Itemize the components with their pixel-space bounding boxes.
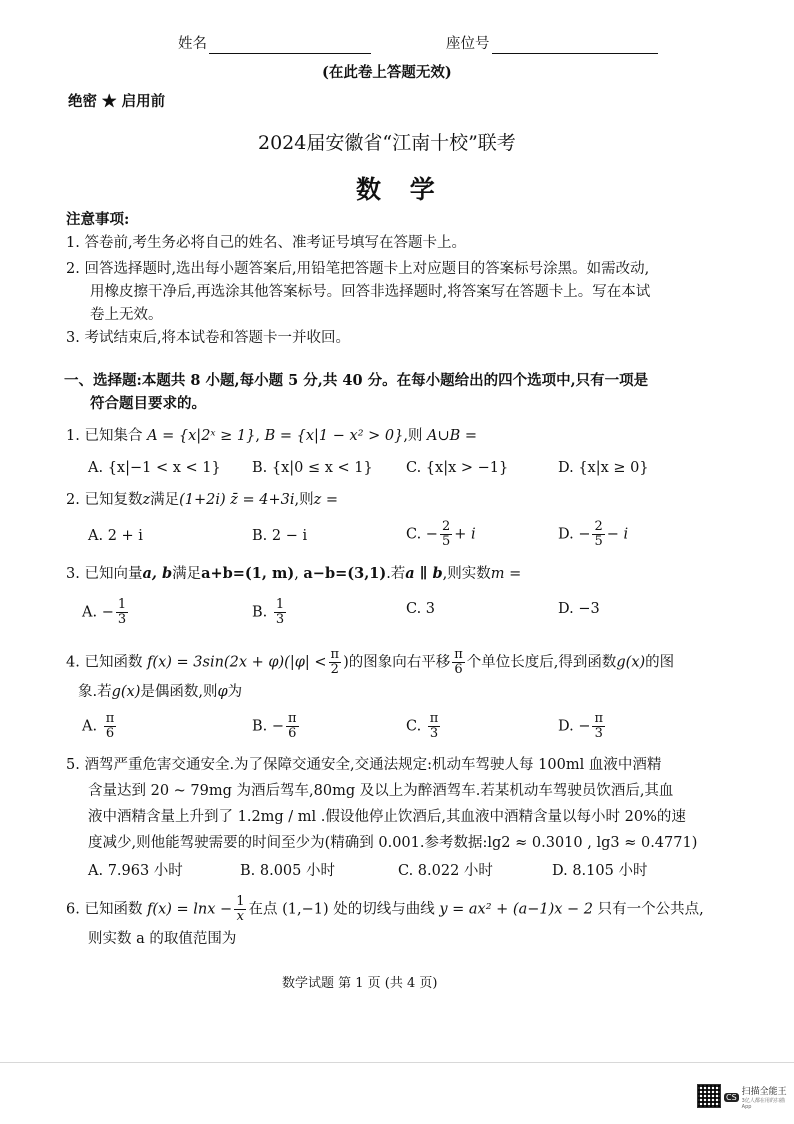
question-6-stem-cont: 则实数 a 的取值范围为 bbox=[88, 931, 237, 947]
seat-blank[interactable] bbox=[492, 39, 658, 54]
question-4-option-a[interactable]: A. $\frac{\pi}{6}$ bbox=[82, 711, 115, 741]
question-4-stem: 4. 已知函数 f(x) = 3sin(2x + φ)(|φ| < $\frac{\pi}{2}$ )的图象向右平移 $\frac{\pi}{6}$ 个单位长度后,得到函数g(x)的图 bbox=[66, 647, 675, 677]
question-5-line-2: 含量达到 20 ~ 79mg 为酒后驾车,80mg 及以上为醉酒驾车.若某机动车驾驶员饮酒后,其血 bbox=[88, 783, 674, 799]
section-heading: 一、选择题:本题共 8 小题,每小题 5 分,共 40 分。在每小题给出的四个选项中,只有一项是 bbox=[64, 372, 649, 389]
name-blank[interactable] bbox=[209, 39, 371, 54]
question-6-stem: 6. 已知函数 f(x) = lnx − $\frac{1}{x}$ 在点 (1,−1) 处的切线与曲线 y = ax² + (a−1)x − 2 只有一个公共点, bbox=[66, 894, 704, 924]
question-3-option-a[interactable]: A. − $\frac{1}{3}$ bbox=[82, 597, 127, 627]
instruction-2: 2. 回答选择题时,选出每小题答案后,用铅笔把答题卡上对应题目的答案标号涂黑。如需改动, bbox=[66, 261, 650, 277]
instruction-2-end: 卷上无效。 bbox=[90, 307, 163, 323]
question-1-option-c[interactable]: C. {x|x > −1} bbox=[406, 460, 509, 476]
section-heading-cont: 符合题目要求的。 bbox=[90, 395, 206, 412]
fraction: $\frac{\pi}{3}$ bbox=[429, 711, 439, 741]
question-3-option-b[interactable]: B. $\frac{1}{3}$ bbox=[252, 597, 285, 627]
instruction-3: 3. 考试结束后,将本试卷和答题卡一并收回。 bbox=[66, 330, 351, 346]
scanner-watermark bbox=[724, 1084, 794, 1110]
page-footer: 数学试题 第 1 页 (共 4 页) bbox=[282, 976, 438, 991]
question-5-line-4: 度减少,则他能驾驶需要的时间至少为(精确到 0.001.参考数据:lg2 ≈ 0.3010 , lg3 ≈ 0.4771) bbox=[88, 835, 698, 851]
footer-divider bbox=[0, 1062, 794, 1063]
fraction: $\frac{1}{x}$ bbox=[236, 894, 245, 924]
question-1-option-d[interactable]: D. {x|x ≥ 0} bbox=[558, 460, 649, 476]
camscanner-logo-icon: CS bbox=[726, 1092, 737, 1102]
question-2-option-c[interactable]: C. − $\frac{2}{5}$ + i bbox=[406, 519, 476, 549]
question-5-line-1: 5. 酒驾严重危害交通安全.为了保障交通安全,交通法规定:机动车驾驶人每 100ml 血液中酒精 bbox=[66, 757, 662, 773]
question-1-option-b[interactable]: B. {x|0 ≤ x < 1} bbox=[252, 460, 373, 476]
fraction: $\frac{\pi}{6}$ bbox=[454, 647, 463, 677]
question-3-option-d[interactable]: D. −3 bbox=[558, 601, 600, 617]
question-5-option-a[interactable]: A. 7.963 小时 bbox=[88, 863, 183, 879]
question-1-stem: 1. 已知集合 A = {x|2ˣ ≥ 1}, B = {x|1 − x² > 0},则 A∪B = bbox=[66, 428, 478, 444]
fraction: $\frac{2}{5}$ bbox=[441, 519, 451, 549]
question-5-line-3: 液中酒精含量上升到了 1.2mg / ml .假设他停止饮酒后,其血液中酒精含量以每小时 20%的速 bbox=[88, 809, 686, 825]
question-5-option-b[interactable]: B. 8.005 小时 bbox=[240, 863, 335, 879]
fraction: $\frac{\pi}{6}$ bbox=[288, 711, 297, 741]
exam-title: 2024届安徽省“江南十校”联考 bbox=[258, 132, 516, 154]
question-2-option-b[interactable]: B. 2 − i bbox=[252, 528, 308, 544]
question-2-option-a[interactable]: A. 2 + i bbox=[88, 528, 143, 544]
instructions-title: 注意事项: bbox=[66, 211, 130, 228]
qr-code-icon bbox=[697, 1084, 721, 1108]
question-4-option-d[interactable]: D. − $\frac{\pi}{3}$ bbox=[558, 711, 604, 741]
instruction-1: 1. 答卷前,考生务必将自己的姓名、准考证号填写在答题卡上。 bbox=[66, 235, 467, 251]
fraction: $\frac{\pi}{3}$ bbox=[594, 711, 604, 741]
subject-title: 数 学 bbox=[356, 175, 445, 204]
question-4-option-c[interactable]: C. $\frac{\pi}{3}$ bbox=[406, 711, 439, 741]
invalid-notice: (在此卷上答题无效) bbox=[322, 64, 452, 81]
question-2-stem: 2. 已知复数z满足(1+2i) z̄ = 4+3i,则z = bbox=[66, 492, 339, 508]
question-5-option-c[interactable]: C. 8.022 小时 bbox=[398, 863, 493, 879]
fraction: $\frac{1}{3}$ bbox=[117, 597, 127, 627]
fraction: $\frac{1}{3}$ bbox=[275, 597, 285, 627]
fraction: $\frac{\pi}{6}$ bbox=[105, 711, 115, 741]
question-2-option-d[interactable]: D. − $\frac{2}{5}$ − i bbox=[558, 519, 629, 549]
question-3-option-c[interactable]: C. 3 bbox=[406, 601, 436, 617]
scanner-name: 扫描全能王 bbox=[741, 1087, 787, 1097]
question-4-stem-cont: 象.若g(x)是偶函数,则φ为 bbox=[78, 684, 243, 700]
fraction: $\frac{\pi}{2}$ bbox=[330, 647, 340, 677]
instruction-2-cont: 用橡皮擦干净后,再选涂其他答案标号。回答非选择题时,将答案写在答题卡上。写在本试 bbox=[90, 284, 651, 300]
fraction: $\frac{2}{5}$ bbox=[594, 519, 603, 549]
seat-label: 座位号 bbox=[446, 34, 658, 54]
secret-mark: 绝密 ★ 启用前 bbox=[68, 93, 166, 110]
name-label: 姓名 bbox=[178, 34, 371, 54]
question-1-option-a[interactable]: A. {x|−1 < x < 1} bbox=[88, 460, 221, 476]
question-3-stem: 3. 已知向量a, b满足a+b=(1, m), a−b=(3,1).若a ∥ b,则实数m = bbox=[66, 565, 522, 582]
question-5-option-d[interactable]: D. 8.105 小时 bbox=[552, 863, 648, 879]
scanner-tagline: 3亿人都在用的扫描App bbox=[741, 1098, 785, 1110]
question-4-option-b[interactable]: B. − $\frac{\pi}{6}$ bbox=[252, 711, 297, 741]
